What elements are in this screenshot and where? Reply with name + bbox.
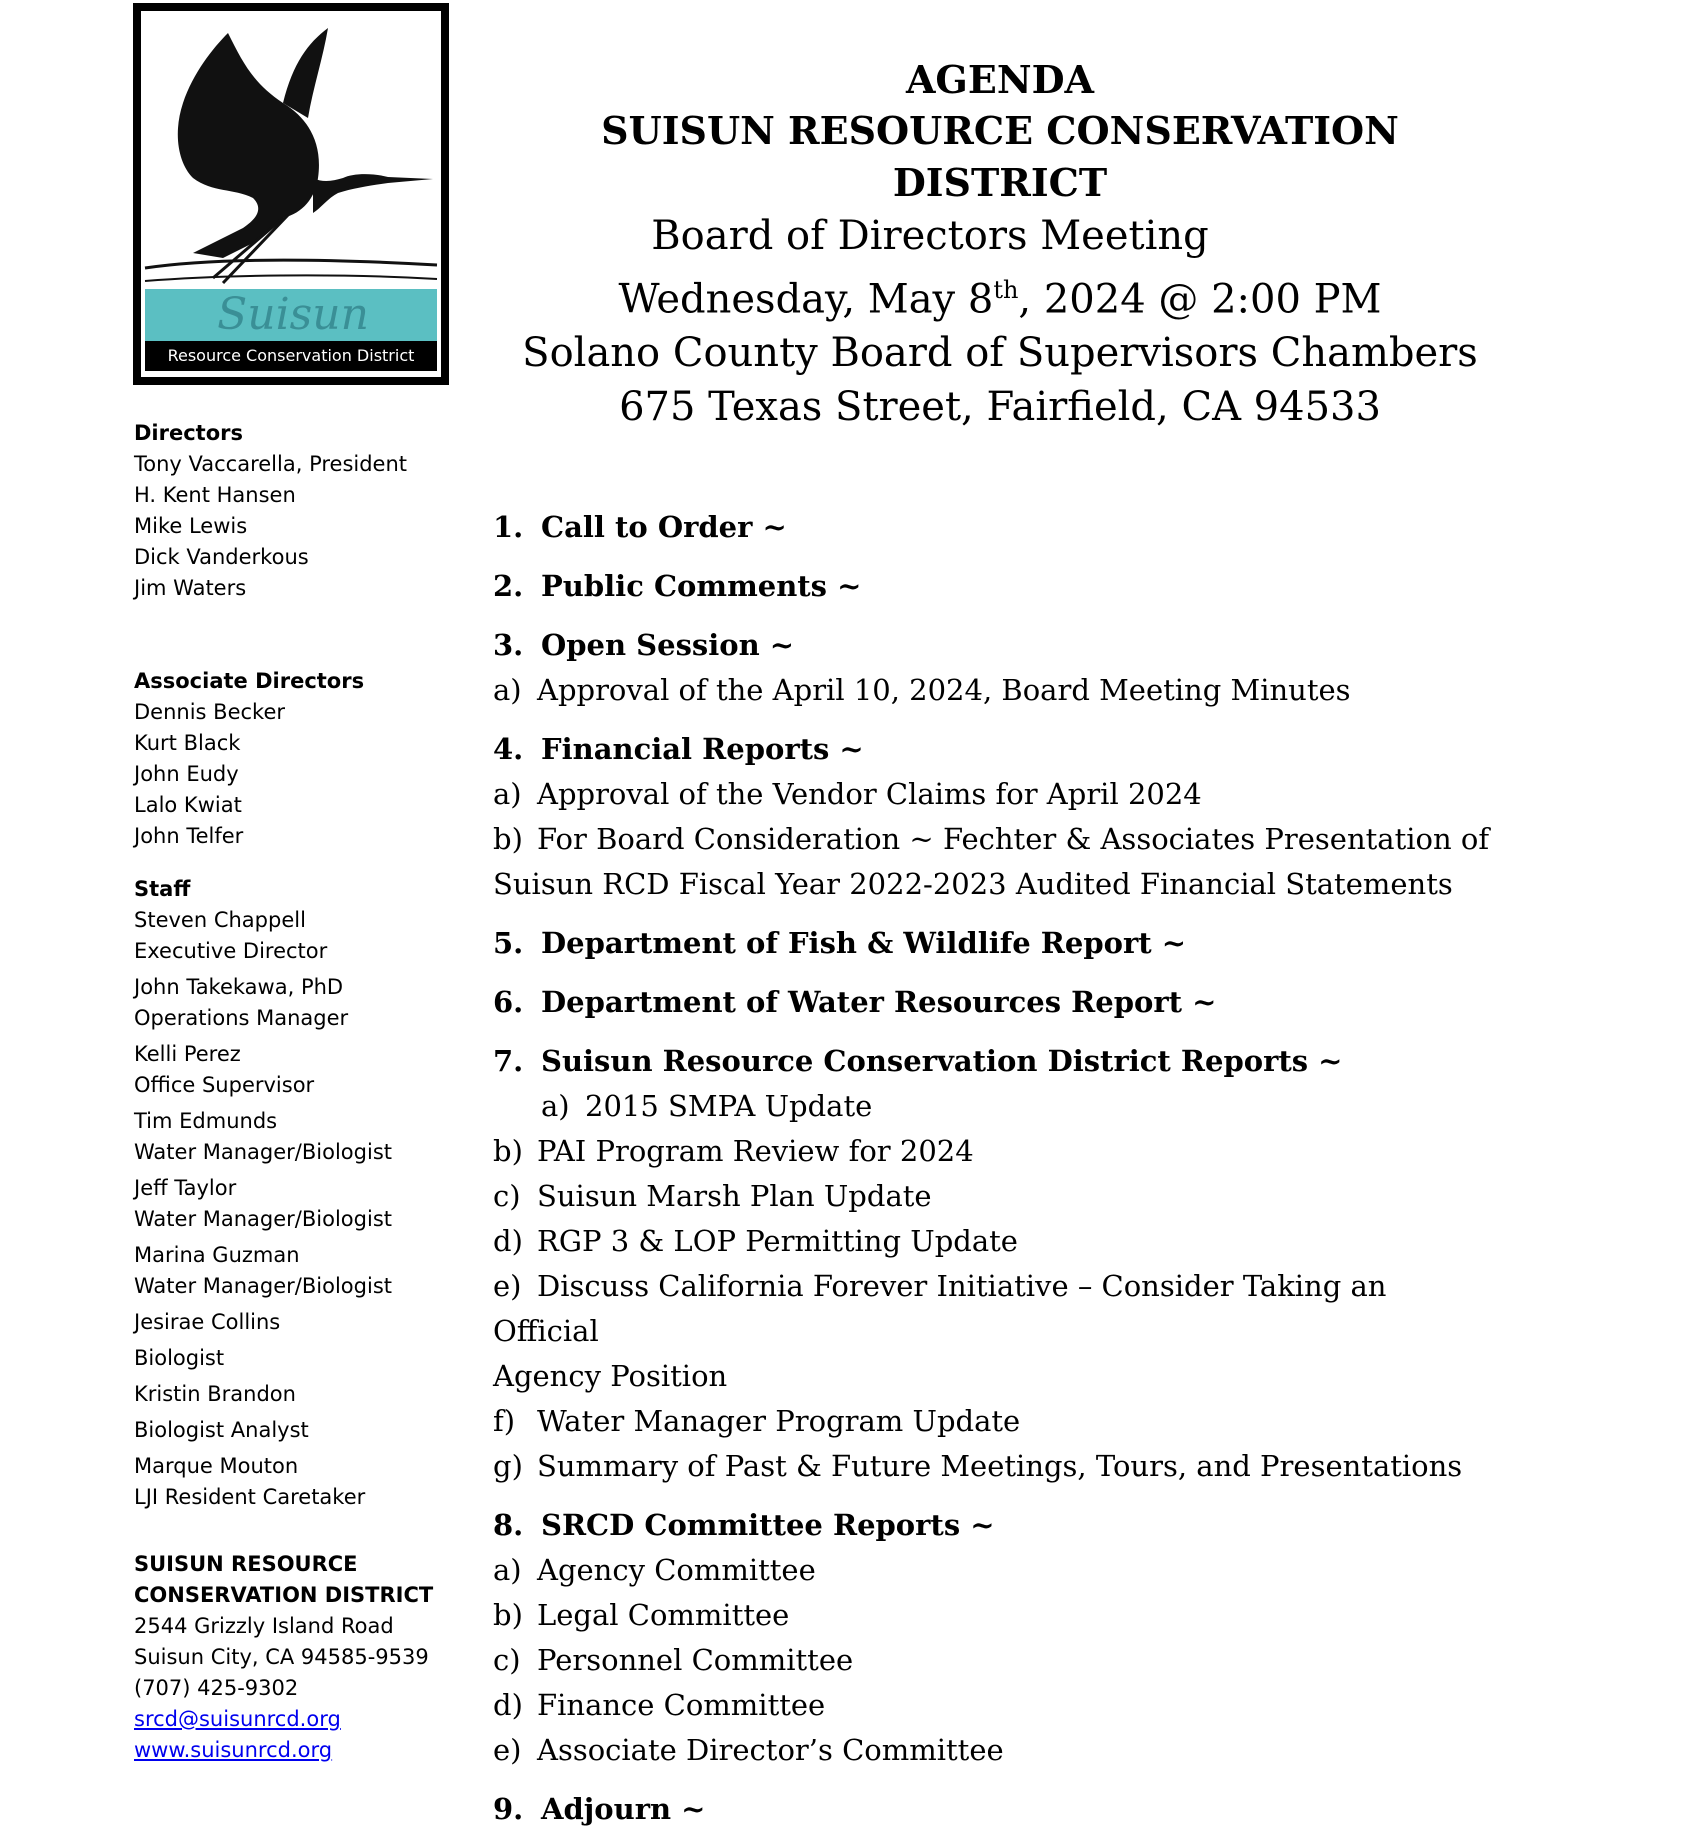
agenda-subitem — [493, 1129, 1493, 1174]
agenda-subitem-letter: c) — [493, 1179, 521, 1213]
agenda-subitem-letter: d) — [493, 1224, 523, 1258]
staff-name: Marina Guzman — [134, 1243, 300, 1267]
agenda-item-text: Department of Fish & Wildlife Report ~ — [541, 926, 1187, 960]
agenda-item-title — [493, 727, 1493, 772]
director-name: Tony Vaccarella, President — [134, 452, 408, 476]
agenda-item-number: 6. — [493, 985, 524, 1019]
agenda-subitem — [493, 1728, 1493, 1773]
staff-member — [134, 972, 474, 1034]
org-name-line1: SUISUN RESOURCE — [134, 1552, 358, 1576]
agenda-subitem — [493, 1219, 1493, 1264]
agenda-item-text: Open Session ~ — [541, 628, 795, 662]
agenda-subitem-text: Summary of Past & Future Meetings, Tours, and Presentations — [537, 1449, 1463, 1483]
agenda-subitem — [493, 1593, 1493, 1638]
agenda-subitem-letter: b) — [493, 1598, 523, 1632]
agenda-subitem-text: PAI Program Review for 2024 — [537, 1134, 974, 1168]
agenda-item-title — [493, 505, 1493, 550]
associate-name: John Eudy — [134, 762, 239, 786]
agenda-subitem-text: Agency Committee — [537, 1553, 816, 1587]
district-name: SUISUN RESOURCE CONSERVATION DISTRICT — [601, 108, 1399, 205]
staff-name: John Takekawa, PhD — [134, 975, 344, 999]
agenda-subitem-continuation: Agency Position — [493, 1359, 728, 1393]
agenda-subitem — [493, 1399, 1493, 1444]
agenda-item-text: Suisun Resource Conservation District Reports ~ — [541, 1044, 1343, 1078]
staff-role: Water Manager/Biologist — [134, 1274, 392, 1298]
staff-member — [134, 905, 474, 967]
staff-member — [134, 1451, 474, 1513]
website-link[interactable]: www.suisunrcd.org — [134, 1738, 333, 1762]
agenda-subitem-letter: f) — [493, 1404, 516, 1438]
staff-name: Kristin Brandon — [134, 1382, 296, 1406]
staff-member — [134, 1240, 474, 1302]
agenda-item-number: 9. — [493, 1792, 524, 1826]
agenda-item-title — [493, 623, 1493, 668]
staff-member — [134, 1173, 474, 1235]
staff-heading: Staff — [134, 877, 191, 901]
agenda-item-title — [493, 1787, 1493, 1832]
agenda-item-text: Financial Reports ~ — [541, 732, 864, 766]
agenda-item-number: 2. — [493, 569, 524, 603]
meeting-venue: Solano County Board of Supervisors Chambers — [522, 330, 1478, 377]
agenda-subitem-letter: b) — [493, 1134, 523, 1168]
associates-heading: Associate Directors — [134, 669, 365, 693]
staff-name: Jesirae Collins — [134, 1310, 281, 1334]
associate-name: John Telfer — [134, 824, 244, 848]
heron-logo-icon — [133, 3, 449, 385]
director-name: Jim Waters — [134, 576, 247, 600]
agenda-item-text: Department of Water Resources Report ~ — [541, 985, 1217, 1019]
associate-name: Kurt Black — [134, 731, 241, 755]
director-name: Mike Lewis — [134, 514, 248, 538]
staff-role: Executive Director — [134, 939, 328, 963]
agenda-subitem-text: Associate Director’s Committee — [537, 1733, 1004, 1767]
agenda-item-title — [493, 980, 1493, 1025]
agenda-subitem-text: Personnel Committee — [537, 1643, 854, 1677]
agenda-header — [500, 55, 1500, 434]
staff-role: Water Manager/Biologist — [134, 1207, 392, 1231]
agenda-subitem-text: Approval of the Vendor Claims for April 2024 — [537, 777, 1202, 811]
staff-name: Kelli Perez — [134, 1042, 241, 1066]
agenda-item-title — [493, 921, 1493, 966]
agenda-item-number: 8. — [493, 1508, 524, 1542]
agenda-subitem-text: 2015 SMPA Update — [585, 1089, 873, 1123]
staff-name: Steven Chappell — [134, 908, 306, 932]
agenda-subitem-text: For Board Consideration ~ Fechter & Associates Presentation of — [537, 822, 1490, 856]
agenda-subitem-text: Water Manager Program Update — [537, 1404, 1021, 1438]
agenda-item-title — [493, 1039, 1493, 1084]
agenda-subitem-letter: a) — [493, 673, 522, 707]
director-name: Dick Vanderkous — [134, 545, 309, 569]
staff-role: LJI Resident Caretaker — [134, 1485, 366, 1509]
agenda-subitem — [493, 772, 1493, 817]
agenda-subitem-letter: g) — [493, 1449, 523, 1483]
agenda-subitem — [493, 1444, 1493, 1489]
meeting-title: Board of Directors Meeting — [651, 213, 1209, 259]
agenda-item-text: SRCD Committee Reports ~ — [541, 1508, 995, 1542]
agenda-subitem-text: Approval of the April 10, 2024, Board Meeting Minutes — [537, 673, 1351, 707]
agenda-subitem-letter: e) — [493, 1733, 522, 1767]
staff-role: Office Supervisor — [134, 1073, 315, 1097]
agenda-subitem-letter: a) — [541, 1089, 570, 1123]
agenda-item-number: 7. — [493, 1044, 524, 1078]
agenda-subitem-text: Legal Committee — [537, 1598, 790, 1632]
agenda-subitem — [493, 1683, 1493, 1728]
agenda-subitem-letter: b) — [493, 822, 523, 856]
staff-name: Tim Edmunds — [134, 1109, 278, 1133]
org-city: Suisun City, CA 94585-9539 — [134, 1645, 429, 1669]
associate-name: Lalo Kwiat — [134, 793, 242, 817]
agenda-subitem-letter: c) — [493, 1643, 521, 1677]
agenda-subitem-letter: d) — [493, 1688, 523, 1722]
agenda-item-number: 4. — [493, 732, 524, 766]
district-logo — [133, 3, 449, 385]
staff-role: Water Manager/Biologist — [134, 1140, 392, 1164]
agenda-subitem — [493, 668, 1493, 713]
agenda-subitem — [493, 817, 1493, 862]
staff-role: Operations Manager — [134, 1006, 349, 1030]
org-phone: (707) 425-9302 — [134, 1676, 299, 1700]
agenda-subitem-text: Suisun Marsh Plan Update — [537, 1179, 932, 1213]
org-street: 2544 Grizzly Island Road — [134, 1614, 394, 1638]
staff-name: Marque Mouton — [134, 1454, 299, 1478]
agenda-title: AGENDA — [905, 57, 1095, 102]
meeting-date — [500, 263, 1500, 326]
agenda-list — [493, 505, 1493, 1832]
agenda-subitem-letter: a) — [493, 777, 522, 811]
agenda-subitem — [493, 1264, 1493, 1354]
agenda-subitem — [493, 1638, 1493, 1683]
staff-name: Jeff Taylor — [134, 1176, 237, 1200]
agenda-subitem-text: Discuss California Forever Initiative – Consider Taking an Official — [493, 1269, 1387, 1348]
logo-wordmark: Suisun — [217, 289, 369, 340]
staff-role: Biologist Analyst — [134, 1418, 309, 1442]
agenda-item-text: Public Comments ~ — [541, 569, 862, 603]
agenda-item-text: Adjourn ~ — [541, 1792, 706, 1826]
agenda-subitem-text: RGP 3 & LOP Permitting Update — [537, 1224, 1018, 1258]
meeting-date-time: , 2024 @ 2:00 PM — [1018, 276, 1382, 323]
agenda-item-number: 1. — [493, 510, 524, 544]
associate-name: Dennis Becker — [134, 700, 285, 724]
org-name-line2: CONSERVATION DISTRICT — [134, 1583, 434, 1607]
agenda-item-title — [493, 1503, 1493, 1548]
agenda-subitem-letter: e) — [493, 1269, 522, 1303]
meeting-date-sup: th — [993, 276, 1019, 304]
agenda-subitem-continuation: Suisun RCD Fiscal Year 2022-2023 Audited Financial Statements — [493, 867, 1453, 901]
agenda-item-number: 3. — [493, 628, 524, 662]
sidebar — [134, 418, 474, 1766]
directors-heading: Directors — [134, 421, 243, 445]
staff-role: Biologist — [134, 1346, 225, 1370]
meeting-address: 675 Texas Street, Fairfield, CA 94533 — [619, 384, 1381, 431]
agenda-subitem-letter: a) — [493, 1553, 522, 1587]
agenda-item-title — [493, 564, 1493, 609]
email-link[interactable]: srcd@suisunrcd.org — [134, 1707, 341, 1731]
meeting-date-main: Wednesday, May 8 — [618, 276, 994, 323]
agenda-item-number: 5. — [493, 926, 524, 960]
logo-tagline: Resource Conservation District — [145, 341, 437, 371]
agenda-subitem — [493, 1174, 1493, 1219]
staff-member — [134, 1039, 474, 1101]
agenda-subitem — [493, 1548, 1493, 1593]
agenda-subitem-text: Finance Committee — [537, 1688, 826, 1722]
agenda-subitem — [493, 1084, 1493, 1129]
director-name: H. Kent Hansen — [134, 483, 296, 507]
agenda-item-text: Call to Order ~ — [541, 510, 787, 544]
staff-member — [134, 1106, 474, 1168]
